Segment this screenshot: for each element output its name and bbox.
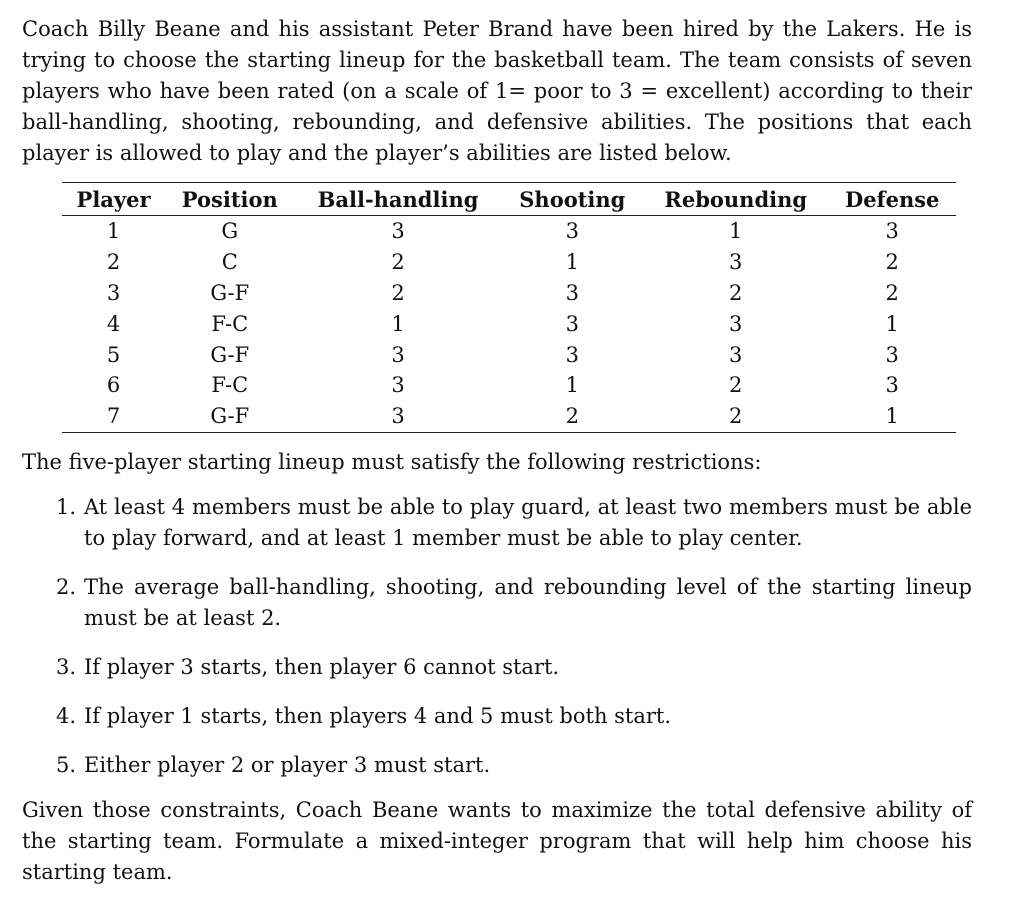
- list-item: [22, 572, 972, 634]
- cell-rebounding: 1: [729, 219, 743, 244]
- cell-rebounding: 3: [729, 342, 743, 367]
- cell-defense: 3: [885, 342, 899, 367]
- cell-shooting: 3: [565, 219, 579, 244]
- list-item-number: 2.: [55, 574, 76, 599]
- cell-shooting: 1: [565, 373, 579, 398]
- table-row: [62, 370, 956, 401]
- cell-shooting: 2: [502, 401, 644, 432]
- cell-position: F-C: [211, 373, 249, 398]
- table-header-row: [62, 183, 956, 216]
- cell-ball-handling: 2: [391, 250, 405, 275]
- list-item-number: 1.: [55, 494, 76, 519]
- cell-rebounding: 2: [729, 280, 743, 305]
- cell-position: C: [221, 250, 238, 275]
- list-item: [22, 492, 972, 554]
- table-row: [62, 278, 956, 309]
- cell-player: 6: [106, 373, 121, 398]
- header-shooting: Shooting: [502, 183, 644, 216]
- cell-ball-handling: 1: [391, 311, 405, 336]
- header-position: Position: [165, 183, 294, 216]
- intro-paragraph: Coach Billy Beane and his assistant Peter Brand have been hired by the Lakers. He is trying to choose the starting lineup for the basketball team. The team consists of seven players who have been rated (on a scale of 1= poor to 3 = excellent) according to their ball-handling, shooting, rebounding, and defensive abilities. The positions that each player is allowed to play and the player’s abilities are listed below.: [22, 17, 972, 165]
- header-ball-handling: Ball-handling: [295, 183, 502, 216]
- list-item-number: 5.: [55, 752, 76, 777]
- list-item: [22, 652, 972, 683]
- table-row: [62, 247, 956, 278]
- cell-ball-handling: 3: [391, 219, 405, 244]
- cell-rebounding: 2: [729, 373, 743, 398]
- cell-rebounding: 3: [729, 311, 743, 336]
- cell-position: G-F: [165, 401, 294, 432]
- cell-shooting: 3: [565, 311, 579, 336]
- restrictions-list: [22, 492, 972, 781]
- table-header: [62, 183, 956, 216]
- cell-player: 1: [106, 219, 121, 244]
- cell-defense: 2: [885, 280, 899, 305]
- table-row: [62, 339, 956, 370]
- cell-defense: 3: [885, 219, 899, 244]
- cell-defense: 2: [885, 250, 899, 275]
- closing-paragraph: Given those constraints, Coach Beane wants to maximize the total defensive ability of the starting team. Formulate a mixed-integer program that will help him choose his starting team.: [22, 797, 972, 884]
- cell-defense: 3: [885, 373, 899, 398]
- header-rebounding: Rebounding: [643, 183, 828, 216]
- header-defense: Defense: [828, 183, 956, 216]
- list-item-number: 4.: [55, 703, 76, 728]
- cell-position: F-C: [211, 311, 249, 336]
- table-body: [62, 216, 956, 433]
- player-ratings-table-wrapper: [62, 182, 956, 433]
- list-item-text: Either player 2 or player 3 must start.: [84, 752, 491, 777]
- cell-player: 3: [106, 280, 121, 305]
- cell-ball-handling: 3: [391, 373, 405, 398]
- cell-player: 4: [106, 311, 121, 336]
- cell-position: G-F: [210, 342, 250, 367]
- table-row: [62, 216, 956, 247]
- cell-position: G: [221, 219, 239, 244]
- table-row: [62, 401, 956, 432]
- player-ratings-table: [62, 182, 956, 433]
- cell-ball-handling: 3: [295, 401, 502, 432]
- cell-shooting: 3: [565, 342, 579, 367]
- list-item: [22, 701, 972, 732]
- cell-rebounding: 2: [643, 401, 828, 432]
- list-item-number: 3.: [55, 654, 76, 679]
- cell-shooting: 3: [565, 280, 579, 305]
- cell-player: 5: [106, 342, 121, 367]
- list-item-text: The average ball-handling, shooting, and rebounding level of the starting lineup must be at least 2.: [84, 574, 972, 630]
- list-item-text: If player 1 starts, then players 4 and 5 must both start.: [84, 703, 672, 728]
- cell-position: G-F: [210, 280, 250, 305]
- list-item-text: At least 4 members must be able to play guard, at least two members must be able to play forward, and at least 1 member must be able to play center.: [84, 494, 972, 550]
- cell-defense: 1: [828, 401, 956, 432]
- cell-rebounding: 3: [729, 250, 743, 275]
- cell-ball-handling: 3: [391, 342, 405, 367]
- cell-defense: 1: [885, 311, 899, 336]
- list-item: [22, 750, 972, 781]
- list-item-text: If player 3 starts, then player 6 cannot start.: [84, 654, 560, 679]
- cell-player: 2: [106, 250, 121, 275]
- header-player: Player: [62, 183, 165, 216]
- restrictions-intro: The five-player starting lineup must satisfy the following restrictions:: [22, 449, 762, 474]
- cell-player: 7: [62, 401, 165, 432]
- table-row: [62, 308, 956, 339]
- cell-shooting: 1: [565, 250, 579, 275]
- cell-ball-handling: 2: [391, 280, 405, 305]
